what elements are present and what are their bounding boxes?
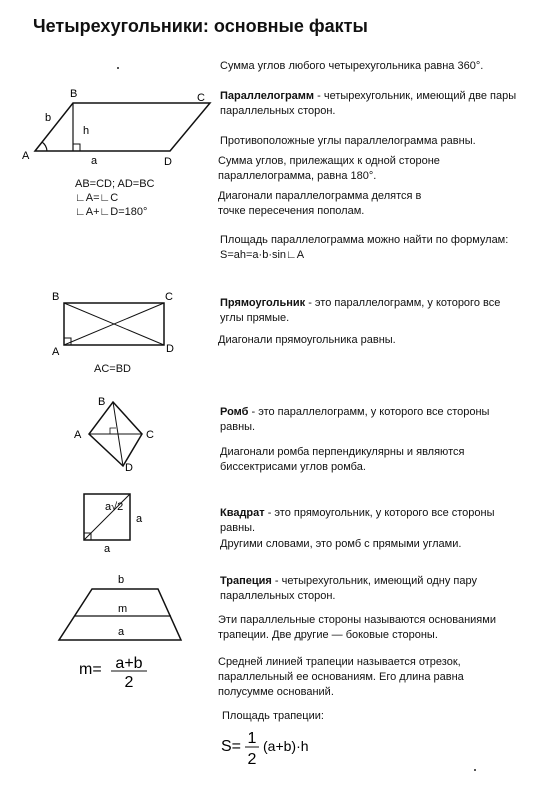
rhombus-term: Ромб [220, 406, 249, 418]
s-formula-numerator: 1 [247, 730, 257, 747]
midline-m-label: m [118, 603, 128, 615]
square-term: Квадрат [220, 507, 265, 519]
trapezoid-area-label: Площадь трапеции: [222, 710, 324, 722]
area-formula [218, 725, 338, 770]
square-side-bottom-label: a [104, 543, 111, 555]
adjacent-angles-text: Сумма углов, прилежащих к одной стороне параллелограмма, равна 180°. [218, 155, 440, 182]
parallelogram-fact-3: ∟A+∟D=180° [75, 206, 148, 218]
vertex-d-label: D [166, 343, 174, 355]
rhombus-def-text: - это параллелограмм, у которого все стороны равны. [220, 406, 490, 433]
s-formula-rest: (a+b)·h [263, 738, 309, 754]
rectangle-diagonals-text: Диагонали прямоугольника равны. [218, 334, 396, 346]
vertex-a-label: A [22, 150, 30, 162]
rectangle-def-text: - это параллелограмм, у которого все углы прямые. [220, 297, 501, 324]
parallelogram-figure [15, 83, 220, 168]
rhombus-figure [70, 392, 160, 477]
rectangle-definition [220, 296, 520, 326]
vertex-c-label: C [165, 291, 173, 303]
opposite-angles-text: Противоположные углы параллелограмма равны. [220, 135, 476, 147]
trapezoid-bases-text: Эти параллельные стороны называются основаниями трапеции. Две другие — боковые стороны. [218, 614, 496, 641]
rectangle-fact: AC=BD [94, 363, 131, 375]
trapezoid-figure [55, 568, 190, 643]
side-b-label: b [45, 112, 52, 124]
s-formula-denominator: 2 [247, 751, 257, 768]
parallelogram-shape [35, 103, 210, 151]
stray-dot [117, 67, 119, 69]
square-definition [220, 506, 520, 536]
angle-a-arc [42, 142, 47, 151]
parallelogram-fact-2: ∟A=∟C [75, 192, 119, 204]
s-formula-lhs: S= [221, 738, 242, 755]
m-formula-lhs: m= [79, 661, 102, 678]
vertex-b-label: B [52, 291, 60, 303]
vertex-b-label: B [98, 396, 106, 408]
right-angle-mark [110, 428, 116, 434]
base-a-label: a [118, 626, 125, 638]
vertex-d-label: D [164, 156, 172, 168]
rhombus-definition [220, 405, 520, 435]
right-angle-mark [73, 144, 80, 151]
square-def-text: - это прямоугольник, у которого все стороны равны. [220, 507, 495, 534]
vertex-c-label: C [197, 92, 205, 104]
parallelogram-diagonals-text: Диагонали параллелограмма делятся в точке пересечения пополам. [218, 190, 422, 217]
trapezoid-def-text: - четырехугольник, имеющий одну пару параллельных сторон. [220, 575, 477, 602]
square-figure [75, 488, 155, 558]
vertex-c-label: C [146, 429, 154, 441]
parallelogram-fact-1: AB=CD; AD=BC [75, 178, 155, 190]
parallelogram-def-text: - четырехугольник, имеющий две пары параллельных сторон. [220, 90, 517, 117]
m-formula-denominator: 2 [124, 674, 134, 691]
vertex-d-label: D [125, 462, 133, 474]
trapezoid-midline-text: Средней линией трапеции называется отрезок, параллельный ее основаниям. Его длина равна полусумме оснований. [218, 656, 464, 698]
vertex-b-label: B [70, 88, 78, 100]
parallelogram-area-text: Площадь параллелограмма можно найти по формулам: S=ah=a·b·sin∟A [220, 234, 509, 261]
vertex-a-label: A [52, 346, 60, 358]
square-side-right-label: a [136, 513, 143, 525]
trapezoid-term: Трапеция [220, 575, 272, 587]
page-title: Четырехугольники: основные факты [33, 16, 368, 36]
rectangle-term: Прямоугольник [220, 297, 306, 309]
rectangle-figure [45, 288, 185, 358]
square-def2-text: Другими словами, это ромб с прямыми углами. [220, 538, 462, 550]
side-a-label: a [91, 155, 98, 167]
stray-dot [474, 769, 476, 771]
parallelogram-definition [220, 89, 540, 119]
m-formula-numerator: a+b [115, 655, 143, 672]
square-diagonal-label: a√2 [105, 501, 124, 513]
rhombus-diagonals-text: Диагонали ромба перпендикулярны и являются биссектрисами углов ромба. [220, 446, 465, 473]
midline-formula [75, 652, 165, 692]
parallelogram-term: Параллелограмм [220, 90, 315, 102]
base-b-label: b [118, 574, 125, 586]
sum-angles-text: Сумма углов любого четырехугольника равна 360°. [220, 60, 484, 72]
height-h-label: h [83, 125, 90, 137]
trapezoid-definition [220, 574, 520, 604]
vertex-a-label: A [74, 429, 82, 441]
